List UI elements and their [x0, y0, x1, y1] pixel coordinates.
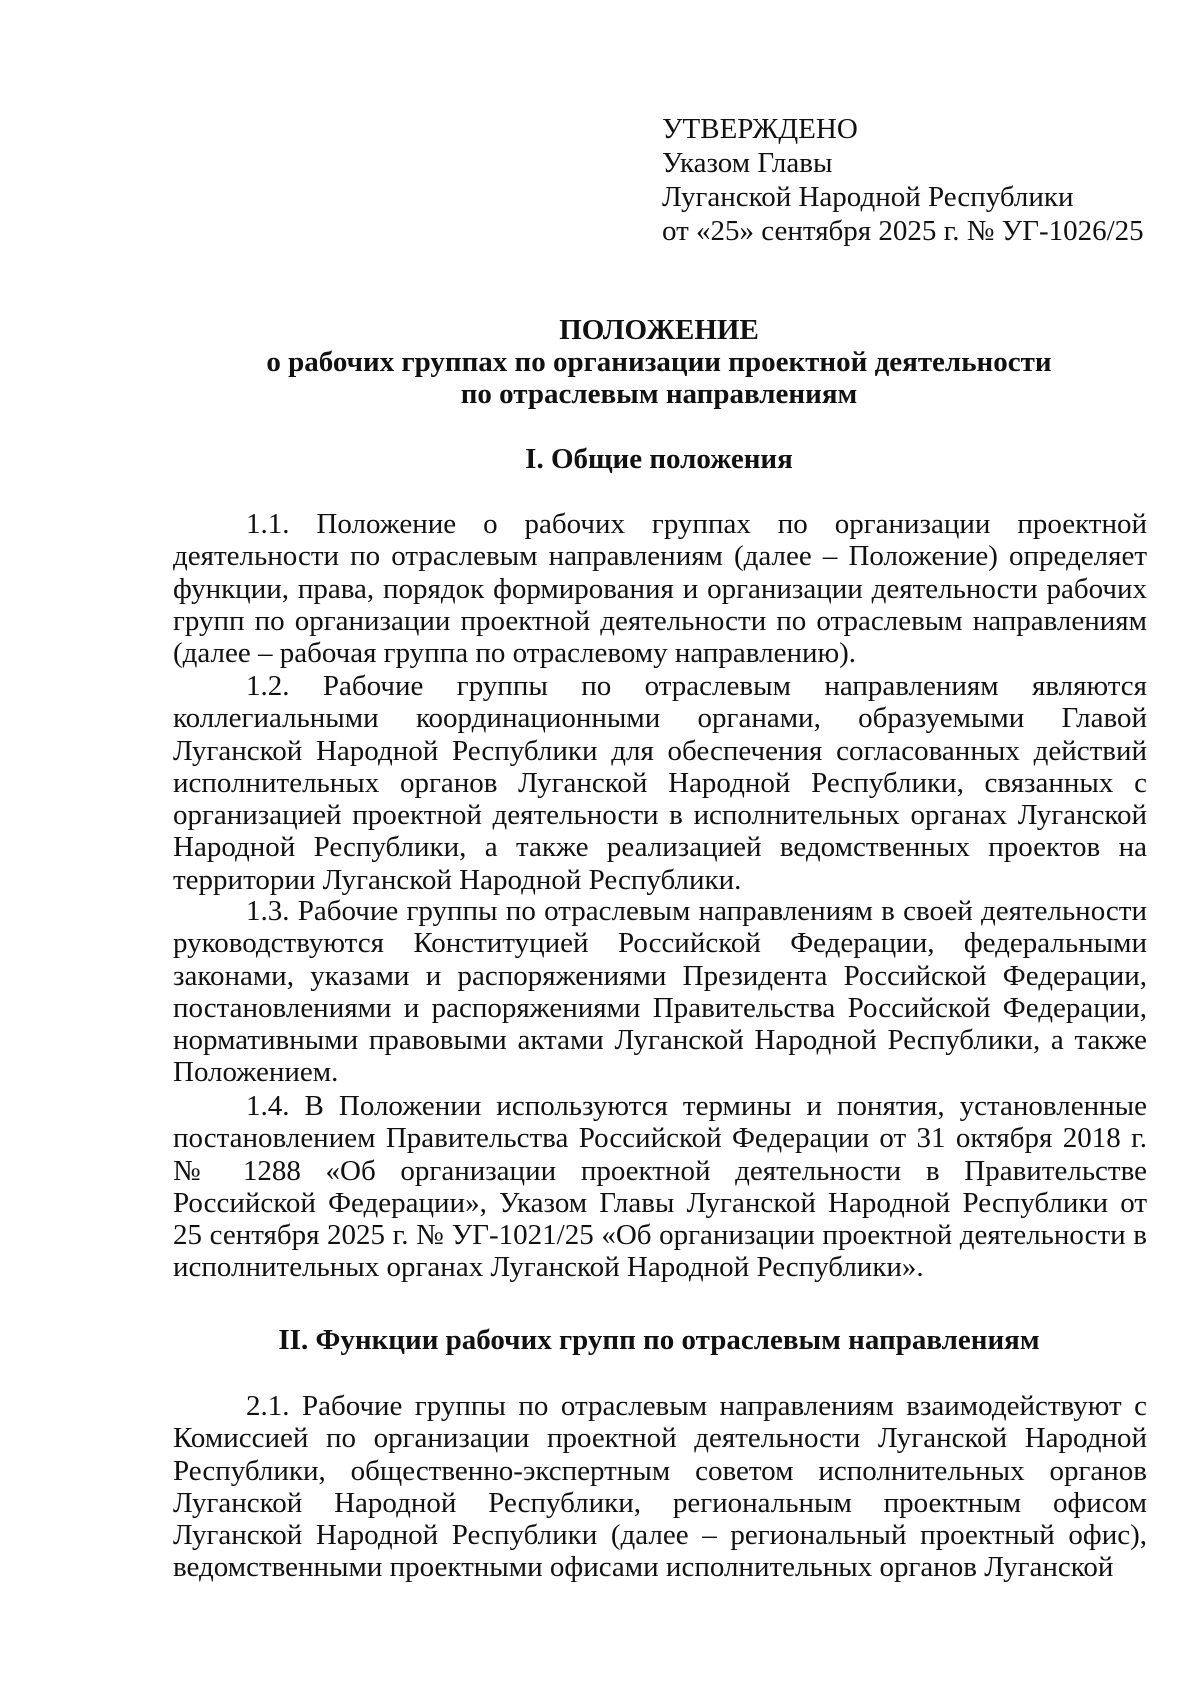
section-1-heading: I. Общие положения — [525, 443, 793, 475]
paragraph-1-4: 1.4. В Положении используются термины и понятия, установленные постановлением Правительства Российской Федерации от 31 октября 2018 г. № 1288 «Об организации проектной деятельности в Правительстве Российской Федерации», Указом Главы Луганской Народной Республики от 25 сентября 2025 г. № УГ-1021/25 «Об организации проектной деятельности в исполнительных органах Луганской Народной Республики». — [173, 1090, 1147, 1284]
title-line-3: по отраслевым направлениям — [460, 378, 858, 410]
approval-line-decree: Указом Главы — [662, 147, 833, 179]
approval-line-republic: Луганской Народной Республики — [662, 181, 1074, 213]
approval-line-date-number: от «25» сентября 2025 г. № УГ-1026/25 — [662, 215, 1144, 247]
title-line-1: ПОЛОЖЕНИЕ — [559, 314, 759, 346]
paragraph-2-1: 2.1. Рабочие группы по отраслевым направлениям взаимодействуют с Комиссией по организации проектной деятельности Луганской Народной Республики, общественно-экспертным советом исполнительных органов Луганской Народной Республики, региональным проектным офисом Луганской Народной Республики (далее – региональный проектный офис), ведомственными проектными офисами исполнительных органов Луганской — [173, 1390, 1147, 1584]
paragraph-1-2: 1.2. Рабочие группы по отраслевым направлениям являются коллегиальными координационными органами, образуемыми Главой Луганской Народной Республики для обеспечения согласованных действий исполнительных органов Луганской Народной Республики, связанных с организацией проектной деятельности в исполнительных органах Луганской Народной Республики, а также реализацией ведомственных проектов на территории Луганской Народной Республики. — [173, 670, 1147, 896]
approval-line-approved: УТВЕРЖДЕНО — [662, 113, 858, 145]
section-2-heading: II. Функции рабочих групп по отраслевым направлениям — [278, 1324, 1040, 1356]
document-title — [172, 314, 1146, 410]
paragraph-1-1: 1.1. Положение о рабочих группах по организации проектной деятельности по отраслевым направлениям (далее – Положение) определяет функции, права, порядок формирования и организации деятельности рабочих групп по организации проектной деятельности по отраслевым направлениям (далее – рабочая группа по отраслевому направлению). — [173, 508, 1147, 670]
title-line-2: о рабочих группах по организации проектной деятельности — [266, 346, 1052, 378]
paragraph-1-3: 1.3. Рабочие группы по отраслевым направлениям в своей деятельности руководствуются Конституцией Российской Федерации, федеральными законами, указами и распоряжениями Президента Российской Федерации, постановлениями и распоряжениями Правительства Российской Федерации, нормативными правовыми актами Луганской Народной Республики, а также Положением. — [173, 895, 1147, 1089]
approval-stamp-block — [662, 112, 1182, 248]
